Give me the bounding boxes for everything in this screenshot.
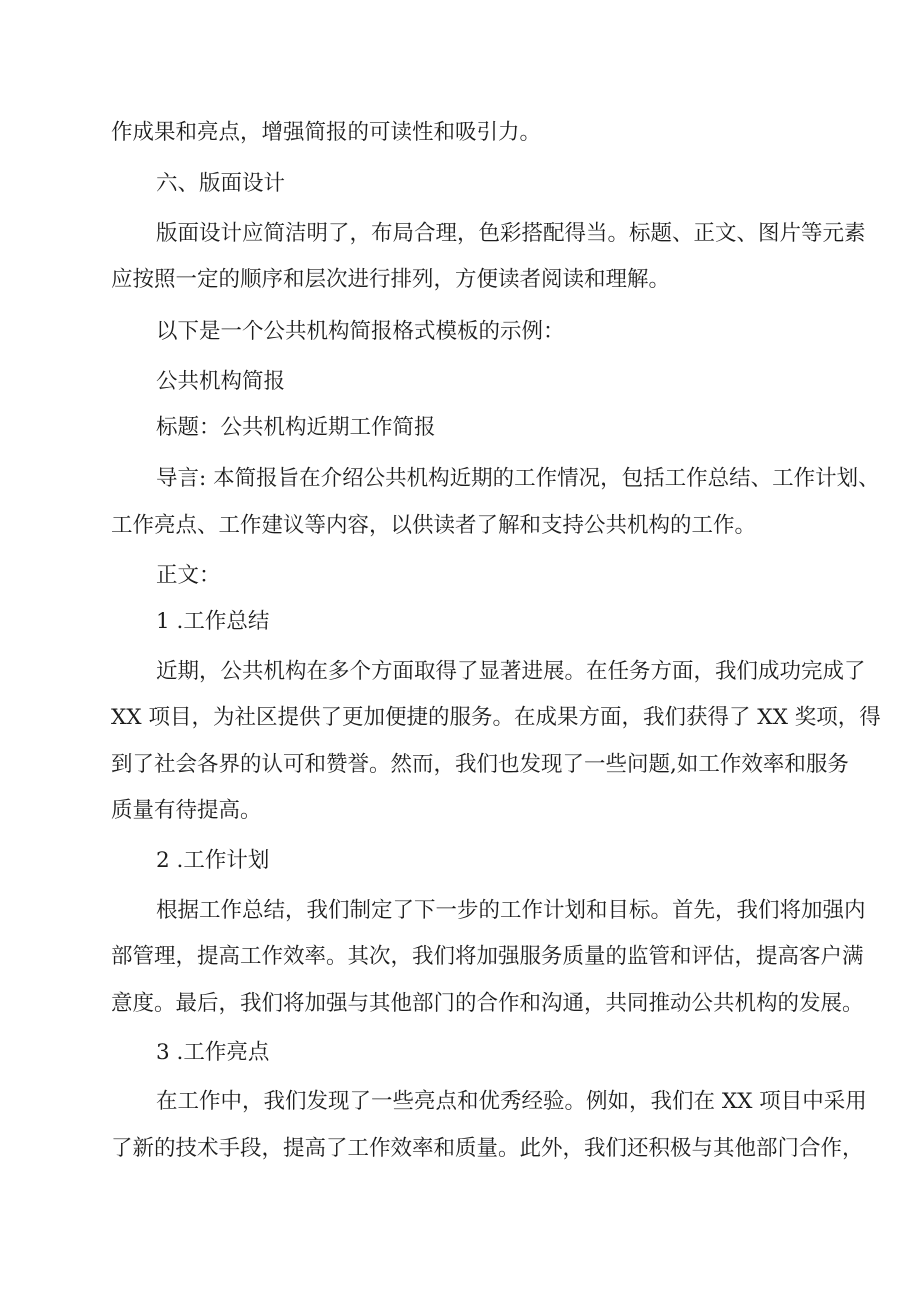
paragraph-line: 近期，公共机构在多个方面取得了显著进展。在任务方面，我们成功完成了 — [156, 659, 866, 684]
paragraph-line: 作成果和亮点，增强简报的可读性和吸引力。 — [111, 120, 542, 145]
numbered-heading: 2 .工作计划 — [156, 848, 270, 873]
template-title: 公共机构简报 — [156, 369, 286, 394]
paragraph-line: 导言: 本简报旨在介绍公共机构近期的工作情况，包括工作总结、工作计划、 — [156, 466, 880, 491]
section-heading: 六、版面设计 — [156, 171, 286, 196]
briefing-title-line: 标题：公共机构近期工作简报 — [156, 415, 436, 440]
numbered-heading: 3 .工作亮点 — [156, 1040, 270, 1065]
paragraph-line: 以下是一个公共机构简报格式模板的示例： — [156, 319, 565, 344]
paragraph-line: 应按照一定的顺序和层次进行排列，方便读者阅读和理解。 — [111, 267, 671, 292]
paragraph-line: 版面设计应简洁明了，布局合理，色彩搭配得当。标题、正文、图片等元素 — [156, 221, 866, 246]
paragraph-line: 根据工作总结，我们制定了下一步的工作计划和目标。首先，我们将加强内 — [156, 898, 866, 923]
paragraph-line: 工作亮点、工作建议等内容，以供读者了解和支持公共机构的工作。 — [111, 513, 757, 538]
paragraph-line: 部管理，提高工作效率。其次，我们将加强服务质量的监管和评估，提高客户满 — [111, 944, 864, 969]
paragraph-line: XX 项目，为社区提供了更加便捷的服务。在成果方面，我们获得了 XX 奖项，得 — [111, 705, 881, 730]
paragraph-line: 到了社会各界的认可和赞誉。然而，我们也发现了一些问题,如工作效率和服务 — [111, 752, 849, 777]
paragraph-line: 在工作中，我们发现了一些亮点和优秀经验。例如，我们在 XX 项目中采用 — [156, 1089, 867, 1114]
numbered-heading: 1 .工作总结 — [156, 609, 270, 634]
paragraph-line: 意度。最后，我们将加强与其他部门的合作和沟通，共同推动公共机构的发展。 — [111, 991, 864, 1016]
paragraph-line: 质量有待提高。 — [111, 798, 262, 823]
section-label: 正文： — [156, 563, 221, 588]
paragraph-line: 了新的技术手段，提高了工作效率和质量。此外，我们还积极与其他部门合作， — [111, 1136, 864, 1161]
